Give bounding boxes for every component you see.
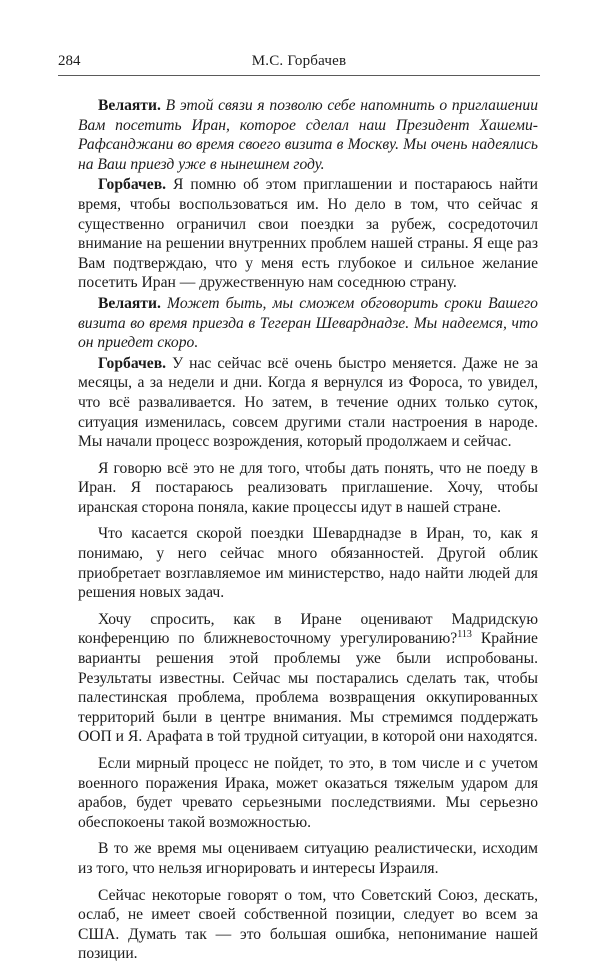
footnote-marker: 113 [457, 629, 472, 641]
speaker-name: Горбачев. [98, 176, 167, 194]
speaker-name: Велаяти. [98, 97, 161, 114]
speaker-name: Горбачев. [98, 354, 167, 372]
paragraph: Что касается скорой поездки Шеварднадзе в Иран, то, как я понимаю, у него сейчас много обязанностей. Другой облик приобретает возглавляемое им министерство, надо найти людей для решения новых задач. [78, 525, 538, 602]
text-body [78, 96, 538, 964]
speaker-name: Велаяти. [98, 294, 161, 312]
paragraph-text: Может быть, мы сможем обговорить сроки Вашего визита во время приезда в Тегеран Шеварднадзе. Мы надеемся, что он приедет скоро. [78, 294, 538, 352]
paragraph-text: Крайние варианты решения этой проблемы уже были испробованы. Результаты известны. Сейчас мы постарались сделать так, чтобы палестинская проблема, проблема возвращения оккупированных территорий были в центре внимания. Мы стремимся поддержать ООП и Я. Арафата в той трудной ситуации, в которой они находятся. [78, 630, 538, 746]
paragraph-madrid [78, 610, 538, 747]
page-header [58, 52, 540, 74]
header-rule [58, 75, 540, 76]
paragraph-text: Я помню об этом приглашении и постараюсь найти время, чтобы воспользоваться им. Но дело в том, что сейчас я существенно ограничил свои поездки за рубеж, сосредоточил внимание на решении внутренних проблем нашей страны. Я еще раз Вам подтверждаю, что у меня есть глубокое и сильное желание посетить Иран — дружественную нам соседнюю страну. [78, 176, 538, 292]
paragraph: В то же время мы оцениваем ситуацию реалистически, исходим из того, что нельзя игнорировать и интересы Израиля. [78, 840, 538, 877]
paragraph-gorbachev-1 [78, 175, 538, 293]
page-number: 284 [58, 53, 81, 69]
paragraph: Сейчас некоторые говорят о том, что Советский Союз, дескать, ослаб, не имеет своей собственной позиции, следует во всем за США. Думать так — это большая ошибка, непонимание нашей позиции. [78, 886, 538, 963]
paragraph-text: У нас сейчас всё очень быстро меняется. Даже не за месяцы, а за недели и дни. Когда я вернулся из Фороса, то увидел, что всё разваливается. Но затем, в течение одних только суток, ситуация изменилась, совсем другими стали настроения в народе. Мы начали процесс возрождения, который продолжаем и сейчас. [78, 354, 538, 451]
paragraph-velayati-2 [78, 294, 538, 353]
paragraph: Если мирный процесс не пойдет, то это, в том числе и с учетом военного поражения Ирака, может оказаться тяжелым ударом для арабов, будет чревато серьезными последствиями. Мы серьезно обеспокоены такой возможностью. [78, 755, 538, 831]
paragraph-text: В этой связи я позволю себе напомнить о приглашении Вам посетить Иран, которое сделал наш Президент Хашеми-Рафсанджани во время своего визита в Москву. Мы очень надеялись на Ваш приезд уже в нынешнем году. [78, 97, 538, 173]
running-title: М.С. Горбачев [251, 53, 347, 69]
paragraph-text: Хочу спросить, как в Иране оценивают Мадридскую конференцию по ближневосточному урегулированию? [78, 610, 538, 648]
paragraph-velayati-1 [78, 96, 538, 174]
paragraph: Я говорю всё это не для того, чтобы дать понять, что не поеду в Иран. Я постараюсь реализовать приглашение. Хочу, чтобы иранская сторона поняла, какие процессы идут в нашей стране. [78, 459, 538, 516]
paragraph-gorbachev-2 [78, 354, 538, 452]
